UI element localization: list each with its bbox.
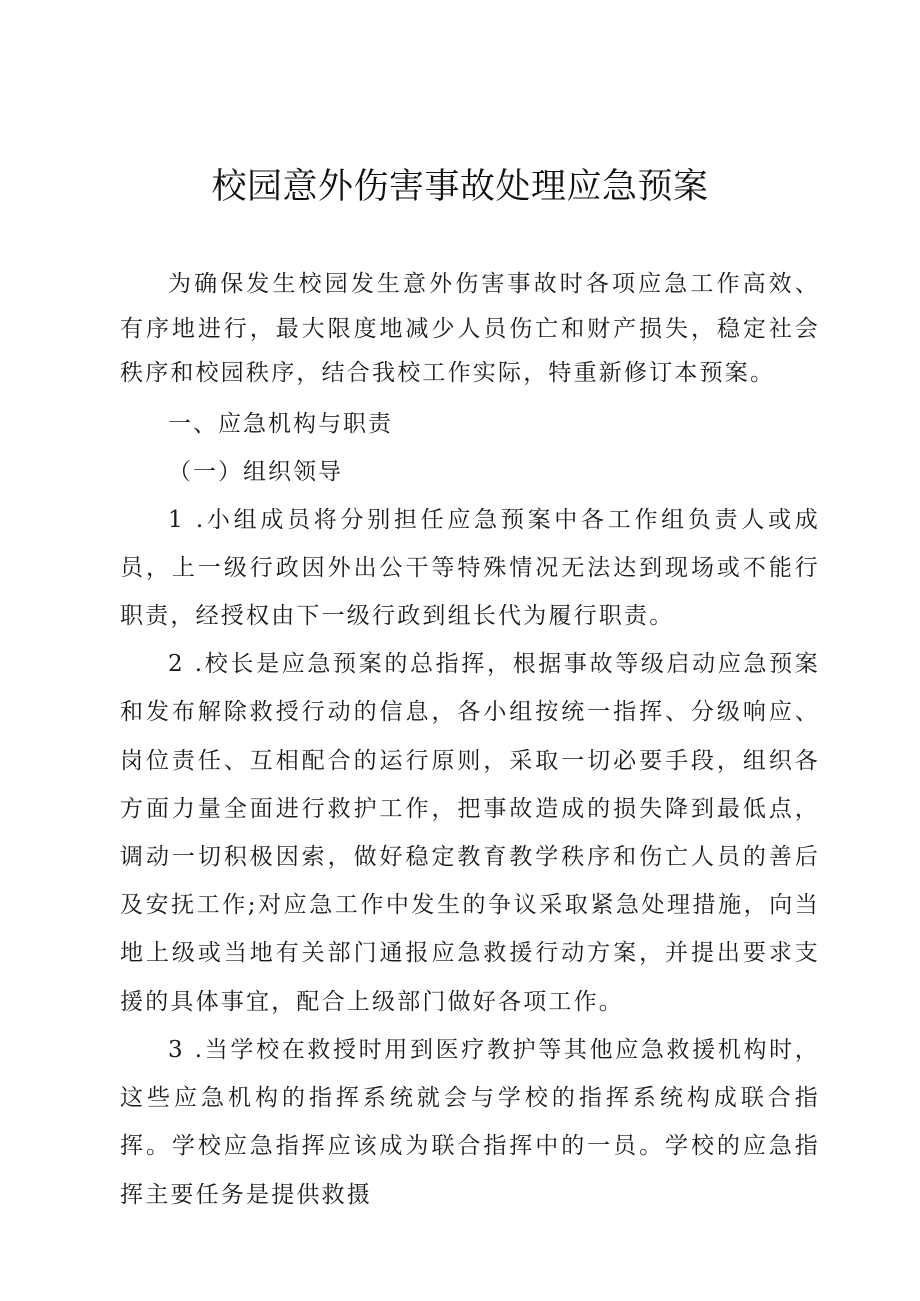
document-title: 校园意外伤害事故处理应急预案 (211, 167, 709, 207)
numbered-paragraph-3: 3 .当学校在救授时用到医疗教护等其他应急救援机构时，这些应急机构的指挥系统就会与学校的指挥系统构成联合指挥。学校应急指挥应该成为联合指挥中的一员。学校的应急指挥主要任务是提供救摄 (120, 1036, 820, 1208)
numbered-paragraph-2: 2 .校长是应急预案的总指挥，根据事故等级启动应急预案和发布解除救授行动的信息，各小组按统一指挥、分级响应、岗位责任、互相配合的运行原则，采取一切必要手段，组织各方面力量全面进行救护工作，把事故造成的损失降到最低点，调动一切积极因索，做好稳定教育教学秩序和伤亡人员的善后及安抚工作;对应急工作中发生的争议采取紧急处理措施，向当地上级或当地有关部门通报应急救援行动方案，并提出要求支援的具体事宜，配合上级部门做好各项工作。 (120, 651, 820, 1015)
document-body (120, 262, 820, 1219)
intro-paragraph: 为确保发生校园发生意外伤害事故时各项应急工作高效、有序地进行，最大限度地减少人员伤亡和财产损失，稳定社会秩序和校园秩序，结合我校工作实际，特重新修订本预案。 (120, 271, 820, 387)
numbered-paragraph-1: 1 .小组成员将分别担任应急预案中各工作组负责人或成员，上一级行政因外出公干等特殊情况无法达到现场或不能行职责，经授权由下一级行政到组长代为履行职责。 (120, 507, 820, 630)
section-heading: 一、应急机构与职责 (168, 411, 393, 438)
subsection-heading: （一）组织领导 (168, 459, 343, 486)
